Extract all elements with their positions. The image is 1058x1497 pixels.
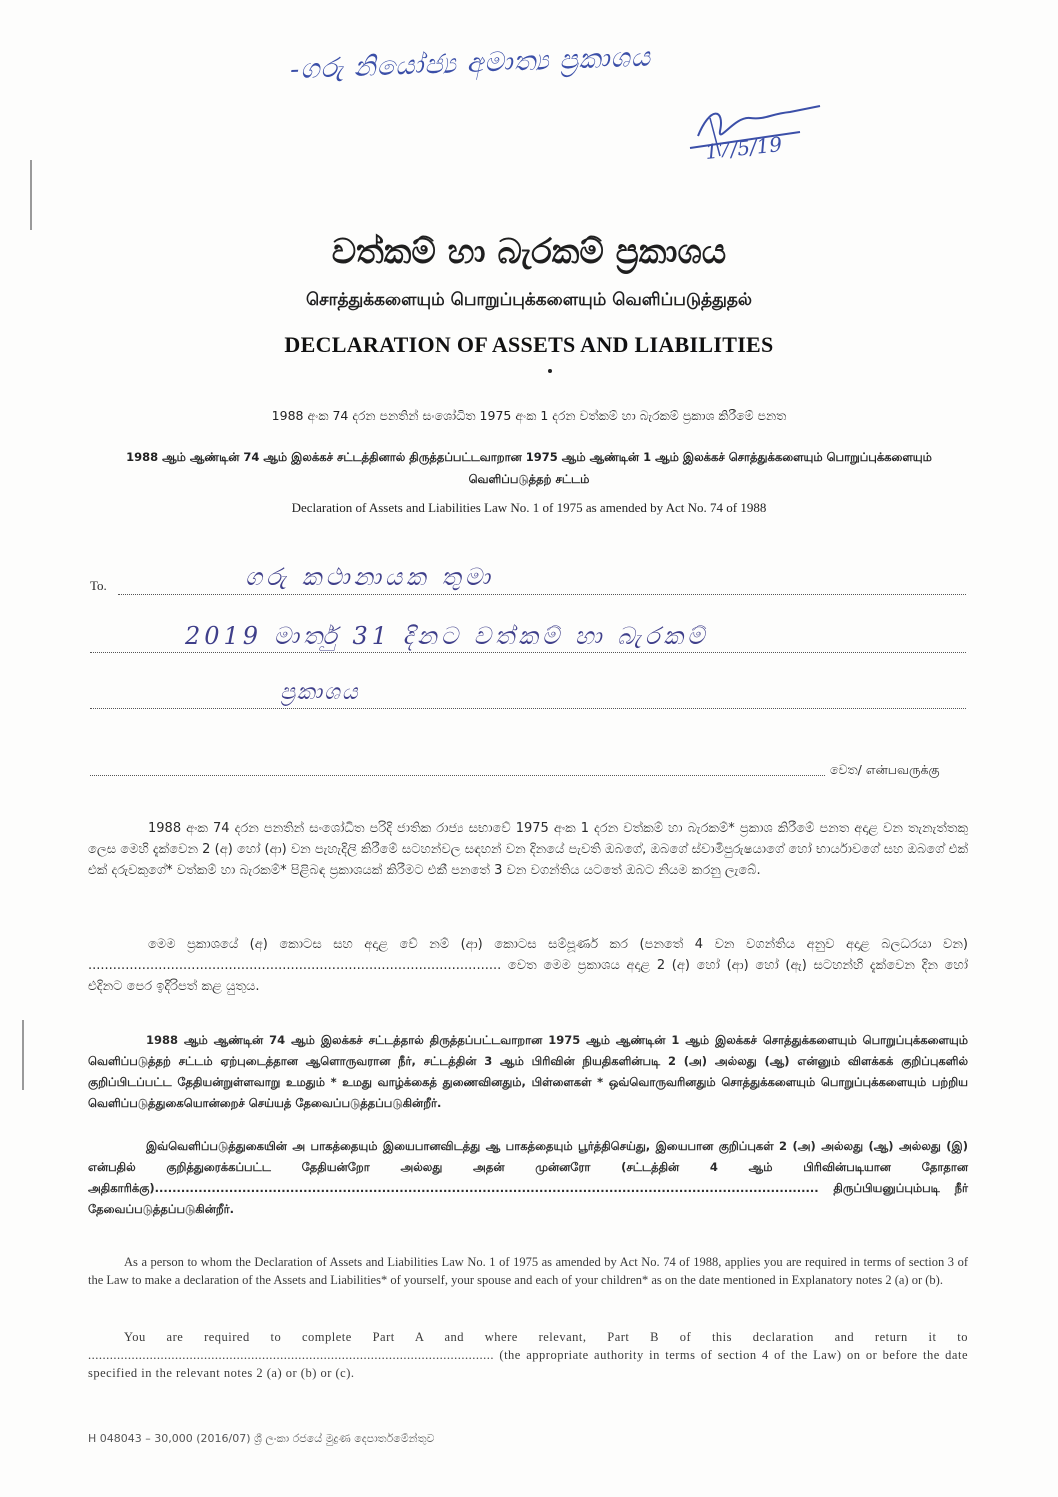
signature-date: 17/5/19 <box>703 132 784 164</box>
to-line-3 <box>90 708 966 709</box>
to-line-4 <box>90 775 825 776</box>
margin-mark-top <box>30 160 32 230</box>
law-reference-tamil: 1988 ஆம் ஆண்டின் 74 ஆம் இலக்கச் சட்டத்தினால் திருத்தப்பட்டவாறான 1975 ஆம் ஆண்டின் 1 ஆம் இலக்கச் சொத்துக்களையும் பொறுப்புக்களையும் வெளிப்படுத்தற் சட்டம் <box>126 450 932 486</box>
title-tamil: சொத்துக்களையும் பொறுப்புக்களையும் வெளிப்படுத்துதல் <box>305 290 753 310</box>
to-line-2 <box>90 652 966 653</box>
margin-mark-bottom <box>22 1020 24 1090</box>
paragraph-sinhala-2: මෙම ප්‍රකාශයේ (අ) කොටස සහ අදාළ වේ නම් (ආ) කොටස සම්පූර්ණ කර (පනතේ 4 වන වගන්තිය අනුව අදාළ බලධරයා වන) .................................................................................................... වෙත මෙම ප්‍රකාශය අදාළ 2 (අ) හෝ (ආ) හෝ (ඇ) සටහන්හි දැක්වෙන දින හෝ එදිනට පෙර ඉදිරිපත් කළ යුතුය. <box>88 937 968 994</box>
law-reference-english: Declaration of Assets and Liabilities Law No. 1 of 1975 as amended by Act No. 74 of 1988 <box>291 500 767 515</box>
to-suffix: වෙත/ என்பவருக்கு <box>830 762 940 777</box>
to-entry-1: ගරු කථානායක තුමා <box>245 563 494 591</box>
to-entry-2: 2019 මාර්තු 31 දිනට වත්කම් හා බැරකම් <box>185 622 709 650</box>
paragraph-english-2: You are required to complete Part A and where relevant, Part B of this declaration and return it to ................................................................................................................ (the appropriate authority in terms of section 4 of the Law) on or before the date specified in the relevant notes 2 (a) or (b) or (c). <box>88 1330 968 1380</box>
title-sinhala: වත්කම් හා බැරකම් ප්‍රකාශය <box>331 232 727 272</box>
to-line-1 <box>118 594 966 595</box>
paragraph-tamil-1: 1988 ஆம் ஆண்டின் 74 ஆம் இலக்கச் சட்டத்தால் திருத்தப்பட்டவாறான 1975 ஆம் ஆண்டின் 1 ஆம் இலக்கச் சொத்துக்களையும் பொறுப்புக்களையும் வெளிப்படுத்தற் சட்டம் ஏற்புடைத்தான ஆளொருவரான நீர், சட்டத்தின் 3 ஆம் பிரிவின் நியதிகளின்படி 2 (அ) அல்லது (ஆ) என்னும் விளக்கக் குறிப்புகளில் குறிப்பிடப்பட்ட தேதியன்றுள்ளவாறு உமதும் * உமது வாழ்க்கைத் துணைவினதும், பிள்ளைகள் * ஒவ்வொருவரினதும் சொத்துக்களையும் பொறுப்புக்களையும் பற்றிய வெளிப்படுத்துகையொன்றைச் செய்யத் தேவைப்படுத்தப்படுகின்றீர். <box>88 1033 968 1110</box>
law-reference-sinhala: 1988 අංක 74 දරන පනතින් සංශෝධිත 1975 අංක 1 දරන වත්කම් හා බැරකම් ප්‍රකාශ කිරීමේ පනත <box>271 408 787 423</box>
paragraph-english-1: As a person to whom the Declaration of Assets and Liabilities Law No. 1 of 1975 as amended by Act No. 74 of 1988, applies you are required in terms of section 3 of the Law to make a declaration of the Assets and Liabilities* of yourself, your spouse and each of your children* as on the date mentioned in Explanatory notes 2 (a) or (b). <box>88 1255 968 1287</box>
paragraph-tamil-2: இவ்வெளிப்படுத்துகையின் அ பாகத்தையும் இயைபானவிடத்து ஆ பாகத்தையும் பூர்த்திசெய்து, இயைபான குறிப்புகள் 2 (அ) அல்லது (ஆ) அல்லது (இ) என்பதில் குறித்துரைக்கப்பட்ட தேதியன்றோ அல்லது அதன் முன்னரோ (சட்டத்தின் 4 ஆம் பிரிவின்படியான தோதான அதிகாரிக்கு)........................................................................................................................................................ திருப்பியனுப்பும்படி நீர் தேவைப்படுத்தப்படுகின்றீர். <box>88 1139 968 1216</box>
bullet-dot <box>548 369 552 373</box>
handwritten-note: -ගරු නියෝජ්‍ය අමාත්‍ය ප්‍රකාශය <box>289 41 652 86</box>
to-label: To. <box>90 578 107 593</box>
paragraph-sinhala-1: 1988 අංක 74 දරන පනතින් සංශෝධිත පරිදි ජාතික රාජ්‍ය සභාවේ 1975 අංක 1 දරන වත්කම් හා බැරකම්* ප්‍රකාශ කිරීමේ පනත අදාළ වන තැනැත්තකු ලෙස මෙහි දැක්වෙන 2 (අ) හෝ (ආ) වන පැහැදිලි කිරීමේ සටහන්වල සඳහන් වන දිනයේ පැවති ඔබගේ, ඔබගේ ස්වාමිපුරුෂයාගේ හෝ භාර්යාවගේ සහ ඔබගේ එක් එක් දරුවකුගේ* වත්කම් හා බැරකම්* පිළිබඳ ප්‍රකාශයක් කිරීමට එකී පනතේ 3 වන වගන්තිය යටතේ ඔබට නියම කරනු ලැබේ. <box>88 821 968 878</box>
to-entry-3: ප්‍රකාශය <box>280 680 360 705</box>
print-code-footer: H 048043 – 30,000 (2016/07) ශ්‍රී ලංකා රජයේ මුද්‍රණ දෙපාර්තමේන්තුව <box>88 1432 435 1445</box>
title-english: DECLARATION OF ASSETS AND LIABILITIES <box>284 332 774 357</box>
